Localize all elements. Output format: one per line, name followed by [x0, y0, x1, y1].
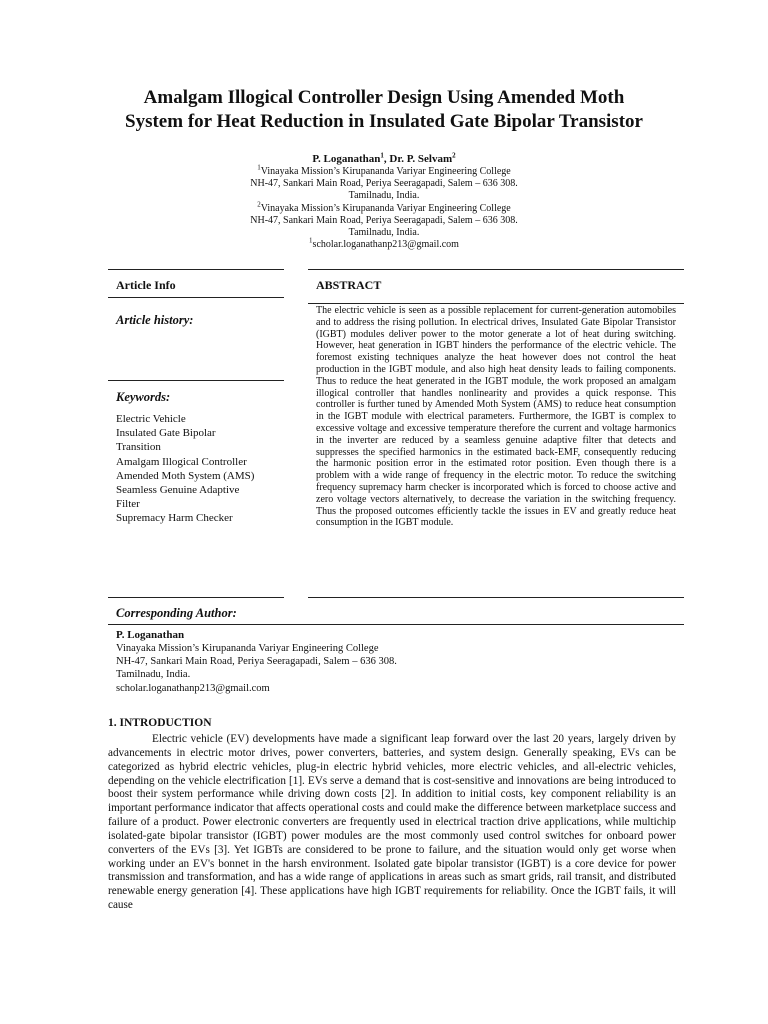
author-2-sup: 2 — [452, 151, 456, 160]
title-line-2: System for Heat Reduction in Insulated Gate Bipolar Transistor — [125, 111, 643, 132]
rule-abstract-sub — [308, 303, 684, 304]
keyword-item: Seamless Genuine Adaptive — [116, 484, 240, 497]
rule-info-sub — [108, 297, 284, 298]
abstract-text: The electric vehicle is seen as a possible replacement for current-generation automobiles and to address the rising pollution. In electrical drives, Insulated Gate Bipolar Transistor (IGBT) modules deliver power to the motor generate a lot of heat during switching. However, heat generation in IGBT hinders the performance of the electric vehicle. The foremost existing techniques analyze the heat however does not control the heat production in the IGBT module, and also high heat density leads to failing components. Thus to reduce the heat generated in the IGBT module, the work proposed an amalgam illogical controller that handles nonlinearity and provides a quick response. This controller is further tuned by Amended Moth System (AMS) to reduce heat consumption in the IGBT module with electrical parameters. Furthermore, the IGBT is complex to excessive voltage and excessive temperature therefore the current and voltage harmonics in the inverter are reduced by a seamless genuine adaptive filter that detects and suppresses the specified harmonics in the estimated back-EMF, consequently reducing the harmonic position error in the estimated rotor position. Even though there is a problem with a wide range of frequency in the electric motor. To reduce the switching frequency supremacy harm checker is incorporated which is forced to choose active and zero voltage vectors alternatively, to decrease the variation in the switching frequency. Thus the proposed outcomes efficiently tackle the issues in EV and greatly reduce heat consumption in the IGBT module. — [316, 305, 676, 529]
rule-abstract-top — [308, 269, 684, 270]
corresponding-email: scholar.loganathanp213@gmail.com — [116, 682, 270, 694]
affiliation-1-name: Vinayaka Mission’s Kirupananda Variyar Engineering College — [260, 166, 511, 177]
rule-history-bottom — [108, 380, 284, 381]
abstract-label: ABSTRACT — [316, 278, 382, 292]
corresponding-author-name: P. Loganathan — [116, 629, 185, 641]
author-1-sup: 1 — [380, 151, 384, 160]
article-history-label: Article history: — [116, 313, 194, 327]
corresponding-author-label: Corresponding Author: — [116, 606, 237, 620]
corresponding-line-2: NH-47, Sankari Main Road, Periya Seeragapadi, Salem – 636 308. — [116, 656, 397, 668]
rule-abstract-bottom — [308, 597, 684, 598]
affiliation-1-line-2: NH-47, Sankari Main Road, Periya Seeragapadi, Salem – 636 308. — [250, 178, 518, 190]
keywords-label: Keywords: — [116, 390, 171, 404]
rule-info-top — [108, 269, 284, 270]
keyword-list — [116, 412, 284, 526]
affiliation-2-line-1 — [80, 200, 688, 215]
keyword-item: Insulated Gate Bipolar — [116, 427, 216, 440]
email-sup: 1 — [309, 236, 313, 245]
corresponding-author-details — [116, 642, 397, 695]
affiliation-2-line-3: Tamilnadu, India. — [348, 227, 420, 239]
affiliation-2-name: Vinayaka Mission’s Kirupananda Variyar Engineering College — [260, 202, 511, 214]
corresponding-line-3: Tamilnadu, India. — [116, 669, 191, 681]
keyword-item: Filter — [116, 498, 140, 511]
author-email — [80, 236, 688, 251]
affiliation-2-sup: 2 — [257, 200, 261, 209]
keyword-item: Supremacy Harm Checker — [116, 512, 233, 525]
keyword-item: Transition — [116, 441, 161, 454]
affiliation-1-line-1 — [80, 163, 688, 178]
introduction-paragraph: Electric vehicle (EV) developments have made a significant leap forward over the last 20 years, largely driven by advancements in electric motor drives, power converters, batteries, and system design. Generally speaking, EVs can be categorized as hybrid electric vehicles, plug-in electric hybrid vehicles, more electric vehicles, and all-electric vehicles, depending on the vehicle electrification [1]. EVs serve a demand that is cost-sensitive and innovations are being introduced to boost their system performance while driving down costs [2]. In addition to initial costs, key component reliability is an important performance indicator that affects operational costs and could make the difference between marketplace success and failure of a product. Power electronic converters are frequently used in electrical traction drive applications, while multichip isolated-gate bipolar transistor (IGBT) power modules are the most commonly used control switches for onboard power converters of the EVs [3]. Yet IGBTs are considered to be prone to failure, and the situation would only get worse when working under an EV's bonnet in the harsh environment. Isolated gate bipolar transistor (IGBT) is a core device for power transmission and transformation, and has a wide range of applications in areas such as smart grids, rail transit, and distributed renewable energy generation [4]. These applications have high IGBT requirements for reliability. Once the IGBT fails, it will cause — [108, 733, 676, 912]
keyword-item: Electric Vehicle — [116, 413, 186, 425]
section-heading-introduction: 1. INTRODUCTION — [108, 717, 212, 729]
corresponding-line-1: Vinayaka Mission’s Kirupananda Variyar Engineering College — [116, 643, 379, 654]
affiliations — [80, 163, 688, 251]
affiliation-1-sup: 1 — [257, 163, 261, 172]
author-2: , Dr. P. Selvam — [383, 153, 453, 165]
article-info-label: Article Info — [116, 278, 176, 292]
keyword-item: Amalgam Illogical Controller — [116, 455, 247, 468]
author-1: P. Loganathan — [312, 153, 381, 165]
affiliation-1-line-3: Tamilnadu, India. — [348, 190, 420, 202]
affiliation-2-line-2: NH-47, Sankari Main Road, Periya Seeragapadi, Salem – 636 308. — [250, 214, 518, 226]
rule-info-bottom — [108, 597, 284, 598]
paper-title — [80, 86, 688, 134]
email-text: scholar.loganathanp213@gmail.com — [312, 239, 459, 251]
title-line-1: Amalgam Illogical Controller Design Using Amended Moth — [143, 87, 625, 108]
rule-corresponding — [108, 624, 684, 625]
author-list — [80, 153, 688, 165]
keyword-item: Amended Moth System (AMS) — [116, 469, 255, 482]
